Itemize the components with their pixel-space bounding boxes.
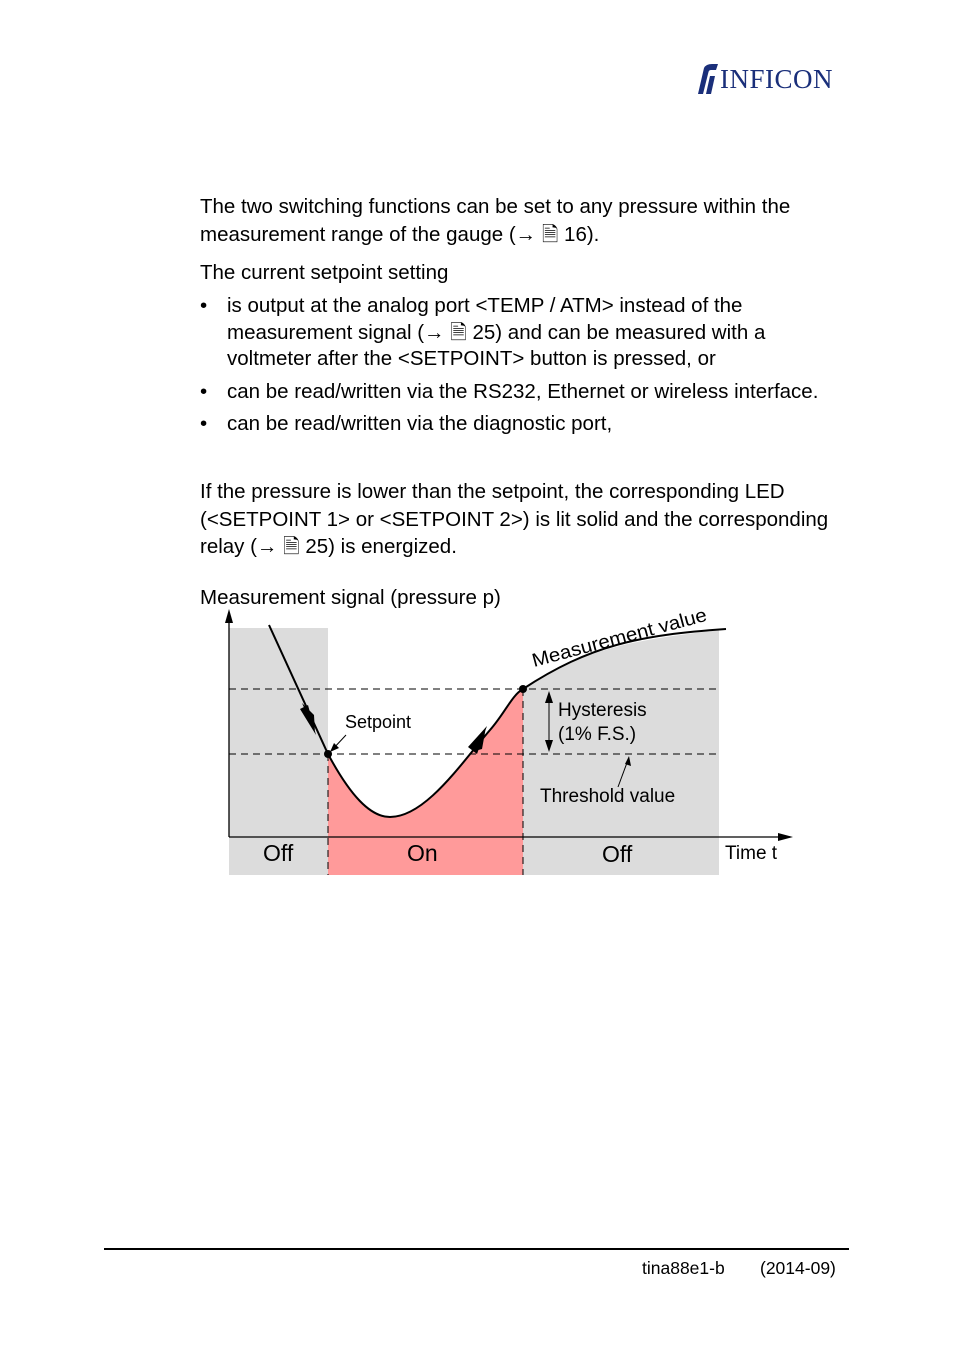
threshold-dot [519, 685, 527, 693]
figure-y-axis-label: Measurement signal (pressure p) [200, 586, 501, 609]
paragraph-switching-functions: The two switching functions can be set to any pressure within the measurement range of the gauge (→ 🗎 16). [200, 195, 791, 246]
footer-document-id: tina88e1-b [642, 1258, 725, 1278]
paragraph-led-relay: If the pressure is lower than the setpoint, the corresponding LED (<SETPOINT 1> or <SETPOINT 2>) is lit solid and the corresponding relay (→ 🗎 25) is energized. [200, 480, 829, 558]
off-region-left [229, 628, 328, 875]
bullet-icon: • [200, 412, 208, 435]
setpoint-output-list [200, 293, 850, 444]
list-item [200, 379, 850, 406]
y-axis-arrow-icon [225, 609, 233, 623]
list-item-text: can be read/written via the diagnostic port, [227, 412, 613, 435]
x-axis-arrow-icon [778, 833, 793, 841]
list-item [200, 293, 850, 373]
state-off-left: Off [263, 840, 294, 866]
list-item [200, 411, 850, 438]
logo-text: INFICON [720, 64, 834, 94]
footer-rule [104, 1248, 849, 1250]
setpoint-label: Setpoint [345, 712, 412, 732]
state-on: On [407, 840, 438, 866]
footer-date: (2014-09) [760, 1258, 836, 1278]
hysteresis-label-line1: Hysteresis [558, 700, 647, 721]
state-off-right: Off [602, 841, 633, 867]
setpoint-diagram [200, 605, 820, 890]
list-item-text: is output at the analog port <TEMP / ATM> instead of the measurement signal (→ 🗎 25) and can be measured with a voltmeter after the <SETPOINT> button is pressed, or [227, 294, 766, 370]
bullet-icon: • [200, 294, 208, 317]
hysteresis-label-line2: (1% F.S.) [558, 724, 637, 745]
x-axis-label: Time t [725, 843, 778, 864]
curve-label: Measurement value [529, 608, 697, 672]
list-item-text: can be read/written via the RS232, Ethernet or wireless interface. [227, 379, 819, 403]
threshold-label: Threshold value [540, 786, 676, 807]
bullet-icon: • [200, 379, 208, 403]
paragraph-current-setpoint: The current setpoint setting [200, 261, 449, 284]
